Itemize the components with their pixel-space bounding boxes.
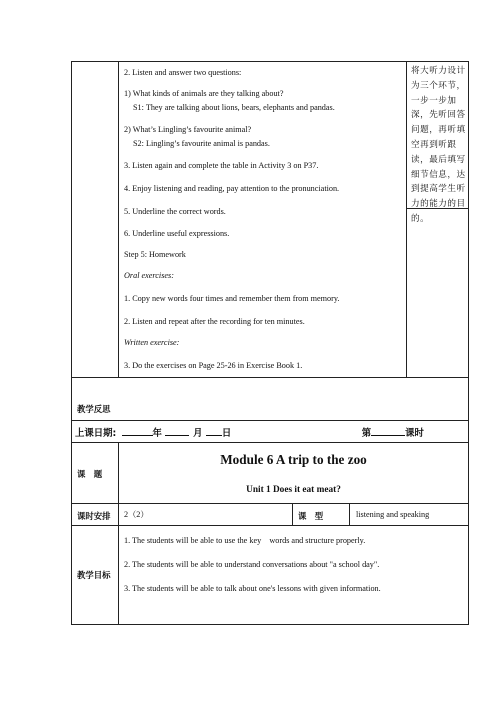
unit-title: Unit 1 Does it eat meat?: [246, 485, 341, 495]
type-label: 课 型: [298, 511, 324, 521]
schedule-value: 2（2）: [124, 510, 149, 519]
date-row: [75, 425, 465, 439]
blank-line: [165, 426, 189, 436]
step-heading: Step 5: Homework: [124, 250, 186, 259]
blank-line: [122, 426, 153, 436]
step-line: 1. Copy new words four times and remember them from memory.: [124, 294, 340, 303]
blank-line: [206, 426, 222, 436]
schedule-label: 课时安排: [77, 511, 111, 521]
blank-line: [371, 426, 405, 436]
period-prefix: 第: [361, 428, 372, 439]
goal-item: 1. The students will be able to use the key words and structure properly.: [124, 536, 366, 545]
day-char: 日: [221, 428, 232, 439]
type-value: listening and speaking: [356, 510, 430, 519]
step-line: 1) What kinds of animals are they talking about?: [124, 89, 284, 98]
year-char: 年: [152, 428, 162, 439]
step-subheading: Oral exercises:: [124, 271, 174, 280]
step-line: 4. Enjoy listening and reading, pay attention to the pronunciation.: [124, 184, 340, 193]
step-line: 2. Listen and answer two questions:: [124, 68, 242, 77]
step-line: S1: They are talking about lions, bears, elephants and pandas.: [133, 103, 335, 112]
step-line: 5. Underline the correct words.: [124, 207, 226, 216]
reflection-label: 教学反思: [77, 404, 111, 414]
goals-label: 教学目标: [77, 570, 111, 580]
step-subheading: Written exercise:: [124, 338, 180, 347]
topic-label: 课 题: [77, 469, 103, 479]
period-suffix: 课时: [405, 428, 424, 439]
goal-item: 3. The students will be able to talk about one's lessons with given information.: [124, 584, 381, 593]
step-line: 3. Listen again and complete the table in Activity 3 on P37.: [124, 161, 319, 170]
goal-item: 2. The students will be able to understand conversations about "a school day".: [124, 560, 380, 569]
module-title: Module 6 A trip to the zoo: [220, 452, 367, 467]
step-line: 2. Listen and repeat after the recording for ten minutes.: [124, 317, 305, 326]
side-note: 将大听力设计为三个环节，一步一步加深，先听回答问题，再听填空再到听跟读，最后填写细节信息，达到提高学生听力的能力的目的。: [411, 65, 466, 223]
step-line: S2: Lingling’s favourite animal is pandas.: [133, 139, 270, 148]
date-label: 上课日期:: [75, 428, 117, 439]
step-line: 3. Do the exercises on Page 25-26 in Exercise Book 1.: [124, 361, 303, 370]
step-line: 2) What’s Lingling’s favourite animal?: [124, 125, 252, 134]
month-char: 月: [193, 428, 203, 439]
step-line: 6. Underline useful expressions.: [124, 229, 230, 238]
